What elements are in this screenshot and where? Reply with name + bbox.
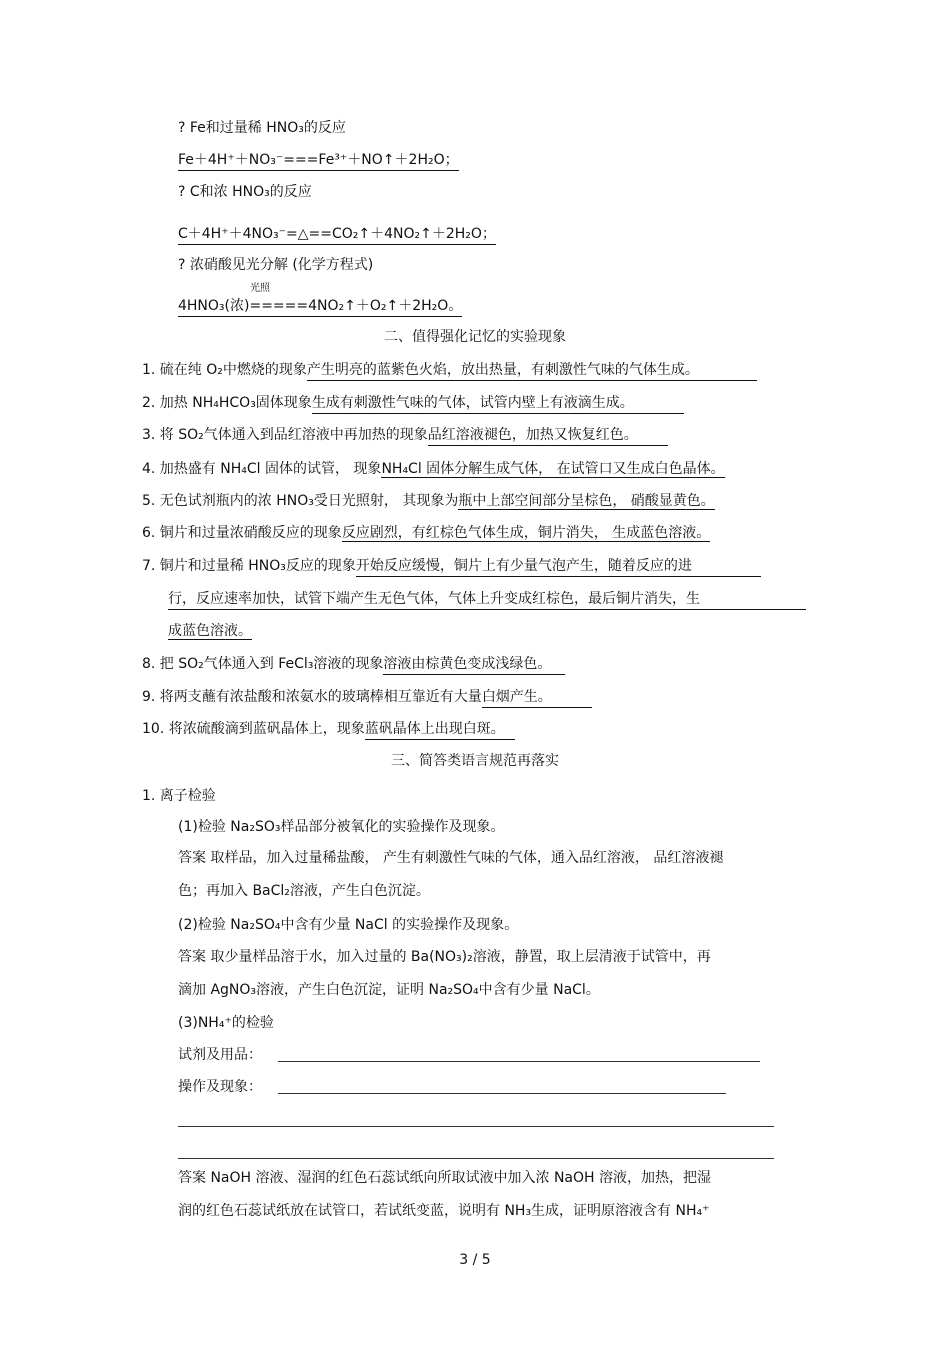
item-answer: NH₄Cl 固体分解生成气体， 在试管口又生成白色晶体。 <box>381 461 725 477</box>
page-number: 3 / 5 <box>459 1252 491 1268</box>
item-answer: 瓶中上部空间部分呈棕色， 硝酸显黄色。 <box>458 493 715 509</box>
item-prefix: 4. 加热盛有 NH₄Cl 固体的试管， 现象 <box>142 461 382 477</box>
answer-1-line-1: 答案 取样品，加入过量稀盐酸， 产生有刺激性气味的气体，通入品红溶液， 品红溶液褪 <box>178 850 724 866</box>
question-2: (2)检验 Na₂SO₄中含有少量 NaCl 的实验操作及现象。 <box>178 917 519 933</box>
operation-blank-2[interactable] <box>178 1126 774 1127</box>
phenomenon-item-8 <box>142 654 565 675</box>
reagent-blank[interactable] <box>278 1061 760 1062</box>
item-answer: 生成有刺激性气味的气体，试管内壁上有液滴生成。 <box>312 393 684 414</box>
item-prefix: 8. 把 SO₂气体通入到 FeCl₃溶液的现象 <box>142 656 384 672</box>
answer-3-line-1: 答案 NaOH 溶液、湿润的红色石蕊试纸向所取试液中加入浓 NaOH 溶液，加热，把湿 <box>178 1170 711 1186</box>
phenomenon-item-9 <box>142 687 592 708</box>
phenomenon-item-7 <box>142 556 761 577</box>
item-answer: 溶液由棕黄色变成浅绿色。 <box>383 654 565 675</box>
phenomenon-item-1 <box>142 360 757 381</box>
answer-1-line-2: 色；再加入 BaCl₂溶液，产生白色沉淀。 <box>178 883 430 899</box>
phenomenon-item-6 <box>142 523 710 543</box>
item-prefix: 10. 将浓硫酸滴到蓝矾晶体上，现象 <box>142 721 365 737</box>
operation-label: 操作及现象： <box>178 1079 262 1095</box>
item-answer: 白烟产生。 <box>482 687 592 708</box>
phenomenon-item-5 <box>142 491 715 511</box>
item-prefix: 3. 将 SO₂气体通入到品红溶液中再加热的现象 <box>142 427 428 443</box>
phenomenon-item-10 <box>142 719 515 740</box>
answer-2-line-2: 滴加 AgNO₃溶液，产生白色沉淀，证明 Na₂SO₄中含有少量 NaCl。 <box>178 982 600 998</box>
phenomenon-item-4 <box>142 459 725 479</box>
answer-3-line-2: 润的红色石蕊试纸放在试管口，若试纸变蓝，说明有 NH₃生成，证明原溶液含有 NH₄⁺ <box>178 1203 710 1219</box>
item-answer: 产生明亮的蓝紫色火焰，放出热量，有刺激性气味的气体生成。 <box>307 360 757 381</box>
eq2-equation: C＋4H⁺＋4NO₃⁻=△==CO₂↑＋4NO₂↑＋2H₂O； <box>178 224 496 245</box>
question-3: (3)NH₄⁺的检验 <box>178 1015 274 1031</box>
eq2-title: ? C和浓 HNO₃的反应 <box>178 184 312 200</box>
item-answer: 反应剧烈，有红棕色气体生成，铜片消失， 生成蓝色溶液。 <box>341 525 711 541</box>
phenomenon-item-3 <box>142 425 668 446</box>
item-answer: 品红溶液褪色，加热又恢复红色。 <box>428 425 668 446</box>
section3-heading: 三、简答类语言规范再落实 <box>391 753 559 769</box>
item-prefix: 9. 将两支蘸有浓盐酸和浓氨水的玻璃棒相互靠近有大量 <box>142 689 482 705</box>
phenomenon-item-7-cont <box>168 589 806 610</box>
eq3-condition: 光照 <box>250 283 270 294</box>
item-prefix: 5. 无色试剂瓶内的浓 HNO₃受日光照射， 其现象为 <box>142 493 459 509</box>
ion-test-title: 1. 离子检验 <box>142 788 216 804</box>
eq3-title: ? 浓硝酸见光分解 (化学方程式) <box>178 257 374 273</box>
phenomenon-item-2 <box>142 393 684 414</box>
question-1: (1)检验 Na₂SO₃样品部分被氧化的实验操作及现象。 <box>178 819 505 835</box>
item-answer: 蓝矾晶体上出现白斑。 <box>365 719 515 740</box>
item-prefix: 1. 硫在纯 O₂中燃烧的现象 <box>142 362 307 378</box>
operation-blank-3[interactable] <box>178 1158 774 1159</box>
phenomenon-item-7-end <box>168 621 252 641</box>
eq1-title: ? Fe和过量稀 HNO₃的反应 <box>178 120 346 136</box>
eq1-equation: Fe＋4H⁺＋NO₃⁻===Fe³⁺＋NO↑＋2H₂O； <box>178 150 459 171</box>
item-prefix: 2. 加热 NH₄HCO₃固体现象 <box>142 395 312 411</box>
item-prefix: 7. 铜片和过量稀 HNO₃反应的现象 <box>142 558 356 574</box>
item-answer-cont: 行，反应速率加快，试管下端产生无色气体，气体上升变成红棕色，最后铜片消失，生 <box>168 589 806 610</box>
item-answer-end: 成蓝色溶液。 <box>168 623 252 639</box>
answer-2-line-1: 答案 取少量样品溶于水，加入过量的 Ba(NO₃)₂溶液，静置，取上层清液于试管中，再 <box>178 949 711 965</box>
operation-blank-1[interactable] <box>278 1093 726 1094</box>
section2-heading: 二、值得强化记忆的实验现象 <box>384 329 566 345</box>
reagent-label: 试剂及用品： <box>178 1047 262 1063</box>
item-prefix: 6. 铜片和过量浓硝酸反应的现象 <box>142 525 342 541</box>
eq3-equation: 4HNO₃(浓)=====4NO₂↑＋O₂↑＋2H₂O。 <box>178 296 462 317</box>
item-answer: 开始反应缓慢，铜片上有少量气泡产生，随着反应的进 <box>356 556 761 577</box>
